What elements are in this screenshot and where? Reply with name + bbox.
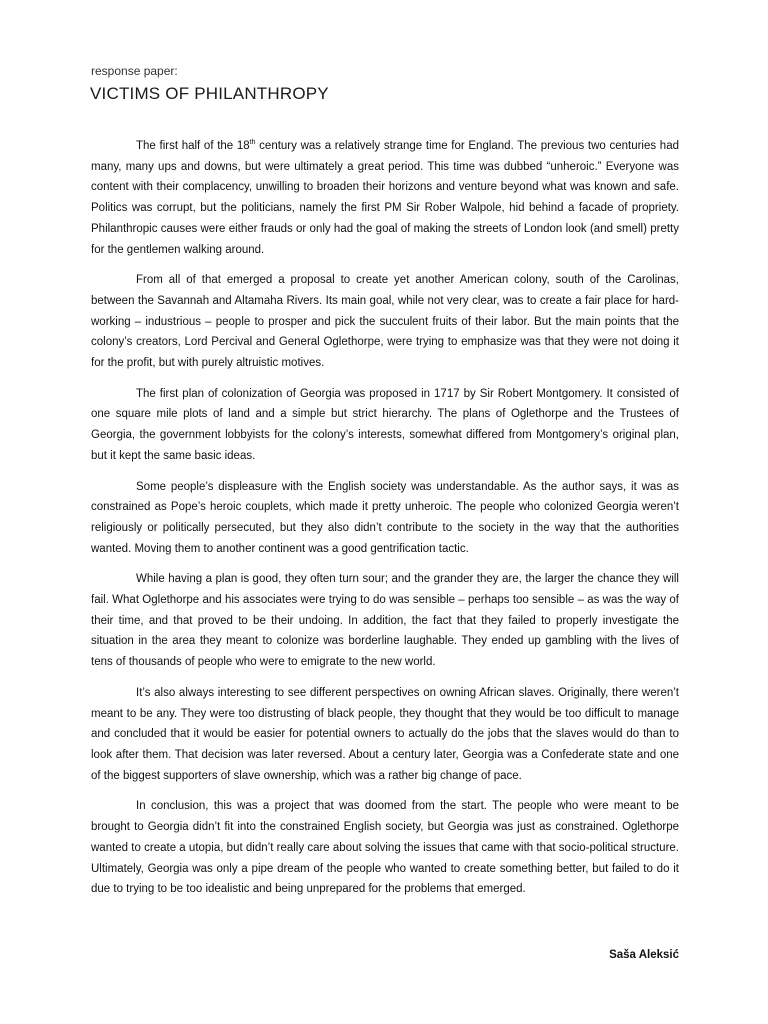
paragraph-2: From all of that emerged a proposal to create yet another American colony, south of the Carolinas, between the Savannah and Altamaha Rivers. Its main goal, while not very clear, was to create a fair place for hard-working – industrious – people to prosper and pick the succulent fruits of their labor. But the main points that the colony’s creators, Lord Percival and General Oglethorpe, were trying to emphasize was that they were not doing it for the profit, but with purely altruistic motives. — [91, 274, 679, 370]
paragraph-5: While having a plan is good, they often turn sour; and the grander they are, the larger the chance they will fail. What Oglethorpe and his associates were trying to do was sensible – perhaps too sensible – as was the way of their time, and that proved to be their undoing. In addition, the fact that they failed to properly investigate the situation in the area they meant to colonize was borderline laughable. They ended up gambling with the lives of tens of thousands of people who were to emigrate to the new world. — [91, 573, 679, 669]
paragraph-3: The first plan of colonization of Georgia was proposed in 1717 by Sir Robert Montgomery. It consisted of one square mile plots of land and a simple but strict hierarchy. The plans of Oglethorpe and the Trustees of Georgia, the government lobbyists for the colony’s interests, somewhat differed from Montgomery’s original plan, but it kept the same basic ideas. — [91, 387, 679, 462]
paragraph-1 — [91, 136, 679, 260]
paragraph-1-start: The first half of the 18 — [136, 140, 250, 152]
paragraph-7: In conclusion, this was a project that was doomed from the start. The people who were meant to be brought to Georgia didn’t fit into the constrained English society, but Georgia was just as constrained. Oglethorpe wanted to create a utopia, but didn’t really care about solving the issues that came with that socio-political structure. Ultimately, Georgia was only a pipe dream of the people who wanted to create something better, but failed to do it due to trying to be too idealistic and being unprepared for the problems that emerged. — [91, 800, 679, 896]
document-title: VICTIMS OF PHILANTHROPY — [90, 84, 329, 103]
paragraph-1-rest: century was a relatively strange time for England. The previous two centuries had many, many ups and downs, but were ultimately a great period. This time was dubbed “unheroic.” Everyone was content with their complacency, unwilling to broaden their horizons and venture beyond what was known and safe. Politics was corrupt, but the politicians, namely the first PM Sir Rober Walpole, hid behind a facade of propriety. Philanthropic causes were either frauds or only had the goal of making the streets of London look (and smell) pretty for the gentlemen walking around. — [91, 140, 679, 256]
paragraph-4: Some people’s displeasure with the English society was understandable. As the author says, it was as constrained as Pope’s heroic couplets, which made it pretty unheroic. The people who colonized Georgia weren’t religiously or politically persecuted, but they also didn’t contribute to the society in the way that the authorities wanted. Moving them to another continent was a good gentrification tactic. — [91, 480, 679, 555]
paragraph-6: It’s also always interesting to see different perspectives on owning African slaves. Originally, there weren’t meant to be any. They were too distrusting of black people, they thought that they would be too difficult to manage and concluded that it would be easier for potential owners to actually do the jobs that the slaves would do than to look after them. That decision was later reversed. About a century later, Georgia was a Confederate state and one of the biggest supporters of slave ownership, which was a rather big change of pace. — [91, 686, 679, 782]
document-body — [91, 136, 679, 910]
author-signature: Saša Aleksić — [609, 949, 679, 961]
ordinal-superscript: th — [249, 139, 256, 147]
document-label: response paper: — [91, 64, 178, 78]
